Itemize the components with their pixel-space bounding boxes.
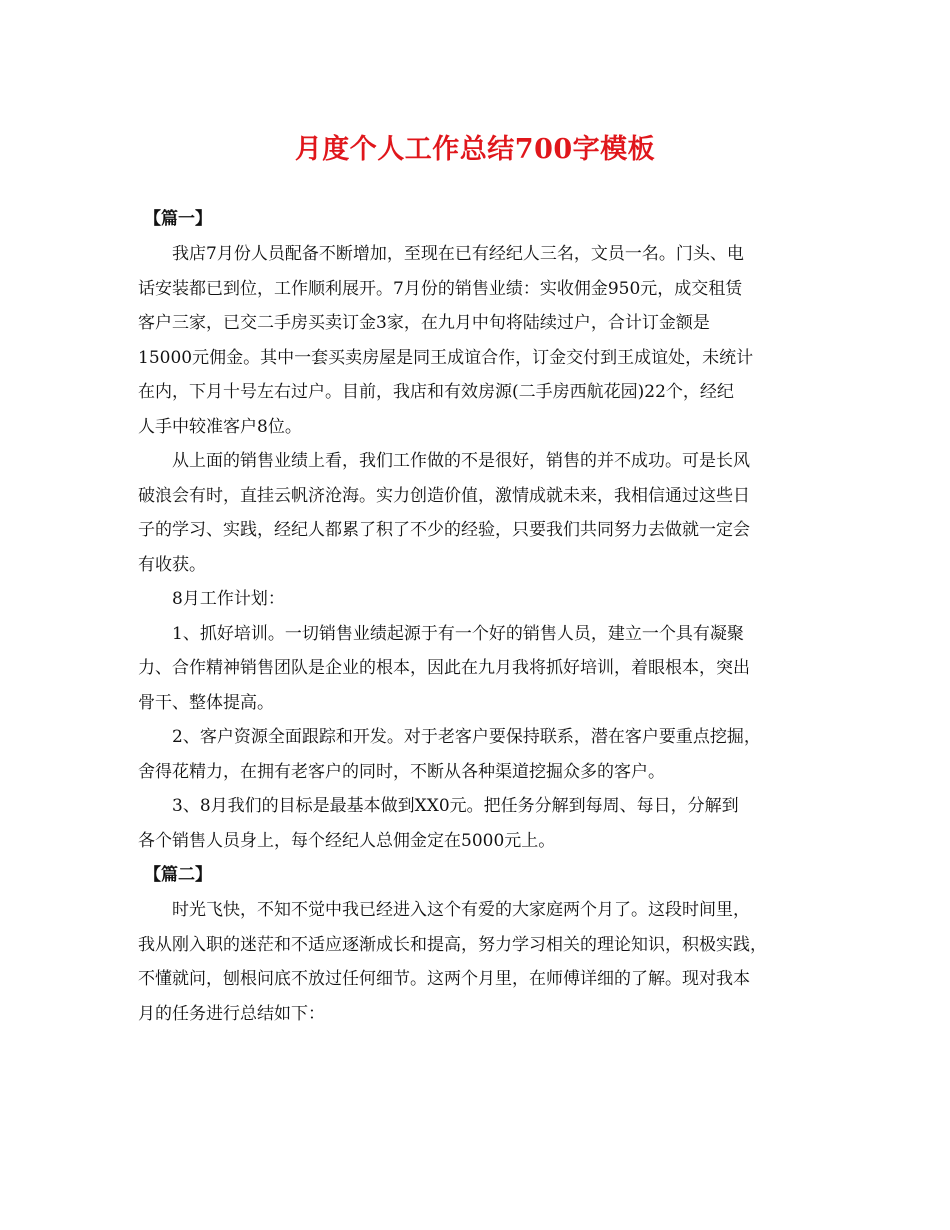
- paragraph: [138, 444, 812, 582]
- paragraph: [138, 720, 812, 789]
- section-heading: 【篇一】: [144, 209, 212, 229]
- section-heading: 【篇二】: [144, 865, 212, 885]
- paragraph-line: 1、抓好培训。一切销售业绩起源于有一个好的销售人员，建立一个具有凝聚: [172, 623, 744, 644]
- paragraph-line: 力、合作精神销售团队是企业的根本，因此在九月我将抓好培训，着眼根本，突出: [138, 658, 750, 678]
- paragraph-line: 舍得花精力，在拥有老客户的同时，不断从各种渠道挖掘众多的客户。: [138, 761, 665, 782]
- paragraph-line: 有收获。: [138, 554, 206, 575]
- paragraph-line: 我从刚入职的迷茫和不适应逐渐成长和提高，努力学习相关的理论知识，积极实践，: [138, 934, 767, 955]
- paragraph: [138, 582, 812, 617]
- paragraph-line: 在内，下月十号左右过户。目前，我店和有效房源(二手房西航花园)22个，经纪: [138, 382, 734, 402]
- paragraph-line: 骨干、整体提高。: [138, 692, 274, 713]
- paragraph-line: 话安装都已到位，工作顺利展开。7月份的销售业绩：实收佣金950元，成交租赁: [138, 278, 743, 299]
- paragraph: [138, 617, 812, 721]
- paragraph-line: 破浪会有时，直挂云帆济沧海。实力创造价值，激情成就未来，我相信通过这些日: [138, 485, 750, 506]
- paragraph-line: 月的任务进行总结如下：: [138, 1003, 325, 1024]
- paragraph: [138, 237, 812, 444]
- paragraph: [138, 789, 812, 858]
- paragraph-line: 各个销售人员身上，每个经纪人总佣金定在5000元上。: [138, 830, 556, 851]
- paragraph-line: 我店7月份人员配备不断增加，至现在已有经纪人三名，文员一名。门头、电: [172, 244, 744, 264]
- paragraph-line: 不懂就问，刨根问底不放过任何细节。这两个月里，在师傅详细的了解。现对我本: [138, 969, 750, 989]
- paragraph-line: 时光飞快，不知不觉中我已经进入这个有爱的大家庭两个月了。这段时间里，: [172, 900, 750, 920]
- paragraph-line: 3、8月我们的目标是最基本做到XX0元。把任务分解到每周、每日，分解到: [172, 796, 739, 816]
- paragraph-line: 从上面的销售业绩上看，我们工作做的不是很好，销售的并不成功。可是长风: [172, 451, 750, 471]
- paragraph: [138, 893, 812, 1031]
- paragraph-line: 15000元佣金。其中一套买卖房屋是同王成谊合作，订金交付到王成谊处，未统计: [138, 347, 754, 368]
- document-body: [138, 202, 812, 1031]
- paragraph-line: 子的学习、实践，经纪人都累了积了不少的经验，只要我们共同努力去做就一定会: [138, 520, 750, 540]
- paragraph-line: 客户三家，已交二手房买卖订金3家，在九月中旬将陆续过户，合计订金额是: [138, 313, 710, 333]
- document-page: [138, 128, 812, 1031]
- paragraph-line: 8月工作计划：: [172, 589, 285, 609]
- document-title: 月度个人工作总结700字模板: [294, 134, 656, 165]
- paragraph-line: 人手中较准客户8位。: [138, 416, 302, 437]
- paragraph-line: 2、客户资源全面跟踪和开发。对于老客户要保持联系，潜在客户要重点挖掘，: [172, 727, 761, 747]
